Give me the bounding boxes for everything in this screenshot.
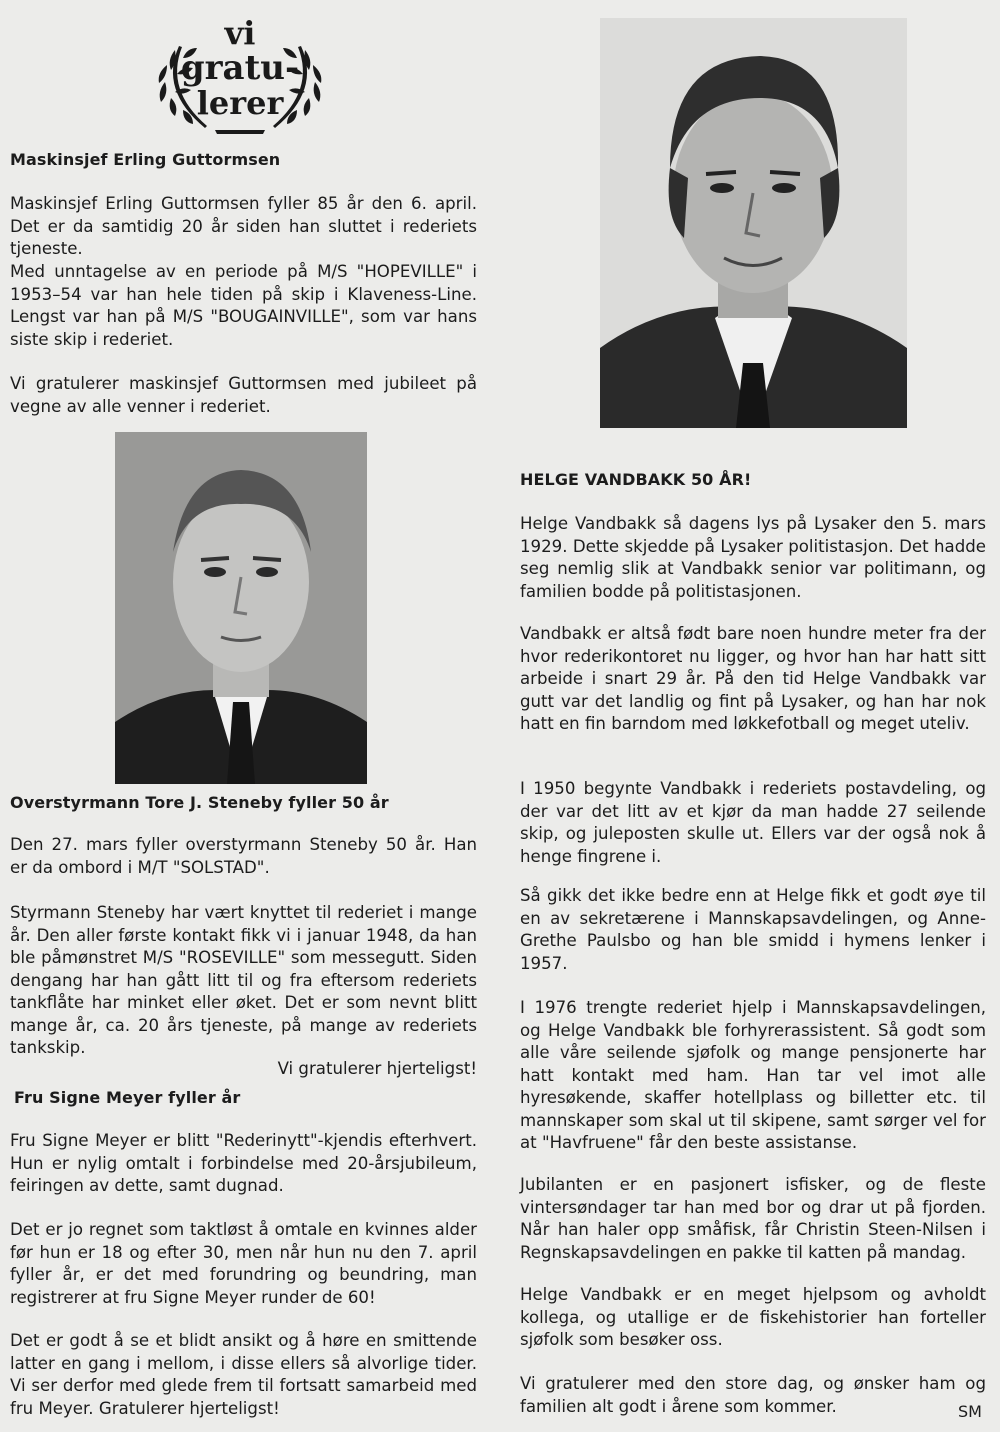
article-paragraph: Fru Signe Meyer er blitt "Rederinytt"-kjendis efterhvert. Hun er nylig omtalt i forbindelse med 20-årsjubileum, feiringen av dette, samt dugnad. — [10, 1131, 477, 1195]
article-paragraph: Vandbakk er altså født bare noen hundre meter fra der hvor rederikontoret nu ligger, og hvor han har hatt sitt arbeide i snart 29 år. På den tid Helge Vandbakk var gutt var det landlig og fint på Lysaker, og han har nok hatt en fin barndom med løkkefotball og meget uteliv. — [520, 624, 986, 733]
author-signature: SM — [958, 1402, 982, 1421]
article-closing: Vi gratulerer hjerteligst! — [277, 1059, 477, 1078]
article-paragraph: Vi gratulerer maskinsjef Guttormsen med jubileet på vegne av alle venner i rederiet. — [10, 374, 477, 416]
article-paragraph: Med unntagelse av en periode på M/S "HOPEVILLE" i 1953–54 var han hele tiden på skip i Klaveness-Line. Lengst var han på M/S "BOUGAINVILLE", som var hans siste skip i rederiet. — [10, 262, 477, 349]
article-paragraph: Vi gratulerer med den store dag, og ønsker ham og familien alt godt i årene som kommer. — [520, 1374, 986, 1416]
article-heading-steneby: Overstyrmann Tore J. Steneby fyller 50 år — [10, 793, 389, 812]
article-paragraph: Helge Vandbakk så dagens lys på Lysaker den 5. mars 1929. Dette skjedde på Lysaker politistasjon. Det hadde seg nemlig slik at Vandbakk senior var politimann, og familien bodde på politistasjonen. — [520, 514, 986, 601]
article-heading-meyer: Fru Signe Meyer fyller år — [14, 1088, 241, 1107]
portrait-photo-vandbakk — [600, 18, 907, 428]
article-paragraph: Det er jo regnet som taktløst å omtale en kvinnes alder før hun er 18 og efter 30, men når hun nu den 7. april fyller år, er det med forundring og beundring, man registrerer at fru Signe Meyer runder de 60! — [10, 1220, 477, 1307]
article-paragraph: Det er godt å se et blidt ansikt og å høre en smittende latter en gang i mellom, i disse ellers så alvorlige tider. Vi ser derfor med glede frem til fortsatt samarbeid med fru Meyer. Gratulerer hjerteligst! — [10, 1331, 477, 1418]
vi-gratulerer-logo — [145, 10, 335, 138]
article-paragraph: Styrmann Steneby har vært knyttet til rederiet i mange år. Den aller første kontakt fikk vi i januar 1948, da han ble påmønstret M/S "ROSEVILLE" som messegutt. Siden dengang har han gått litt til og fra eftersom rederiets tankflåte har minket eller øket. Det er som nevnt blitt mange år, ca. 20 års tjeneste, på mange av rederiets tankskip. — [10, 903, 477, 1057]
article-paragraph: I 1976 trengte rederiet hjelp i Mannskapsavdelingen, og Helge Vandbakk ble forhyrerassistent. Så godt som alle våre seilende sjøfolk og mange pensjonerte har hatt kontakt med ham. Han tar vel imot alle hyresøkende, skaffer hotellplass og billetter etc. til mannskaper som skal ut til skipene, samt sørger vel for at "Havfruene" får den beste assistanse. — [520, 998, 986, 1152]
article-paragraph: Jubilanten er en pasjonert isfisker, og de fleste vintersøndager tar han med bor og drar ut på fjorden. Når han haler opp småfisk, får Christin Steen-Nilsen i Regnskapsavdelingen en pakke til katten på mandag. — [520, 1175, 986, 1262]
article-paragraph: Den 27. mars fyller overstyrmann Steneby 50 år. Han er da ombord i M/T "SOLSTAD". — [10, 835, 477, 877]
logo-line-vi: vi — [224, 14, 256, 52]
article-paragraph: Maskinsjef Erling Guttormsen fyller 85 år den 6. april. Det er da samtidig 20 år siden han sluttet i rederiets tjeneste. — [10, 194, 477, 258]
article-heading-vandbakk: HELGE VANDBAKK 50 ÅR! — [520, 470, 752, 489]
logo-line-lerer: lerer — [196, 84, 284, 122]
article-paragraph: I 1950 begynte Vandbakk i rederiets postavdeling, og der var det litt av et kjør da man hadde 27 seilende skip, og juleposten skulle ut. Ellers var der også nok å henge fingrene i. — [520, 779, 986, 866]
article-heading-guttormsen: Maskinsjef Erling Guttormsen — [10, 150, 281, 169]
logo-line-gratu: gratu- — [180, 48, 300, 88]
article-paragraph: Helge Vandbakk er en meget hjelpsom og avholdt kollega, og utallige er de fiskehistorier han forteller sjøfolk som besøker oss. — [520, 1285, 986, 1349]
portrait-photo-steneby — [115, 432, 367, 784]
article-paragraph: Så gikk det ikke bedre enn at Helge fikk et godt øye til en av sekretærene i Mannskapsavdelingen, og Anne-Grethe Paulsbo og han ble smidd i hymens lenker i 1957. — [520, 886, 986, 973]
